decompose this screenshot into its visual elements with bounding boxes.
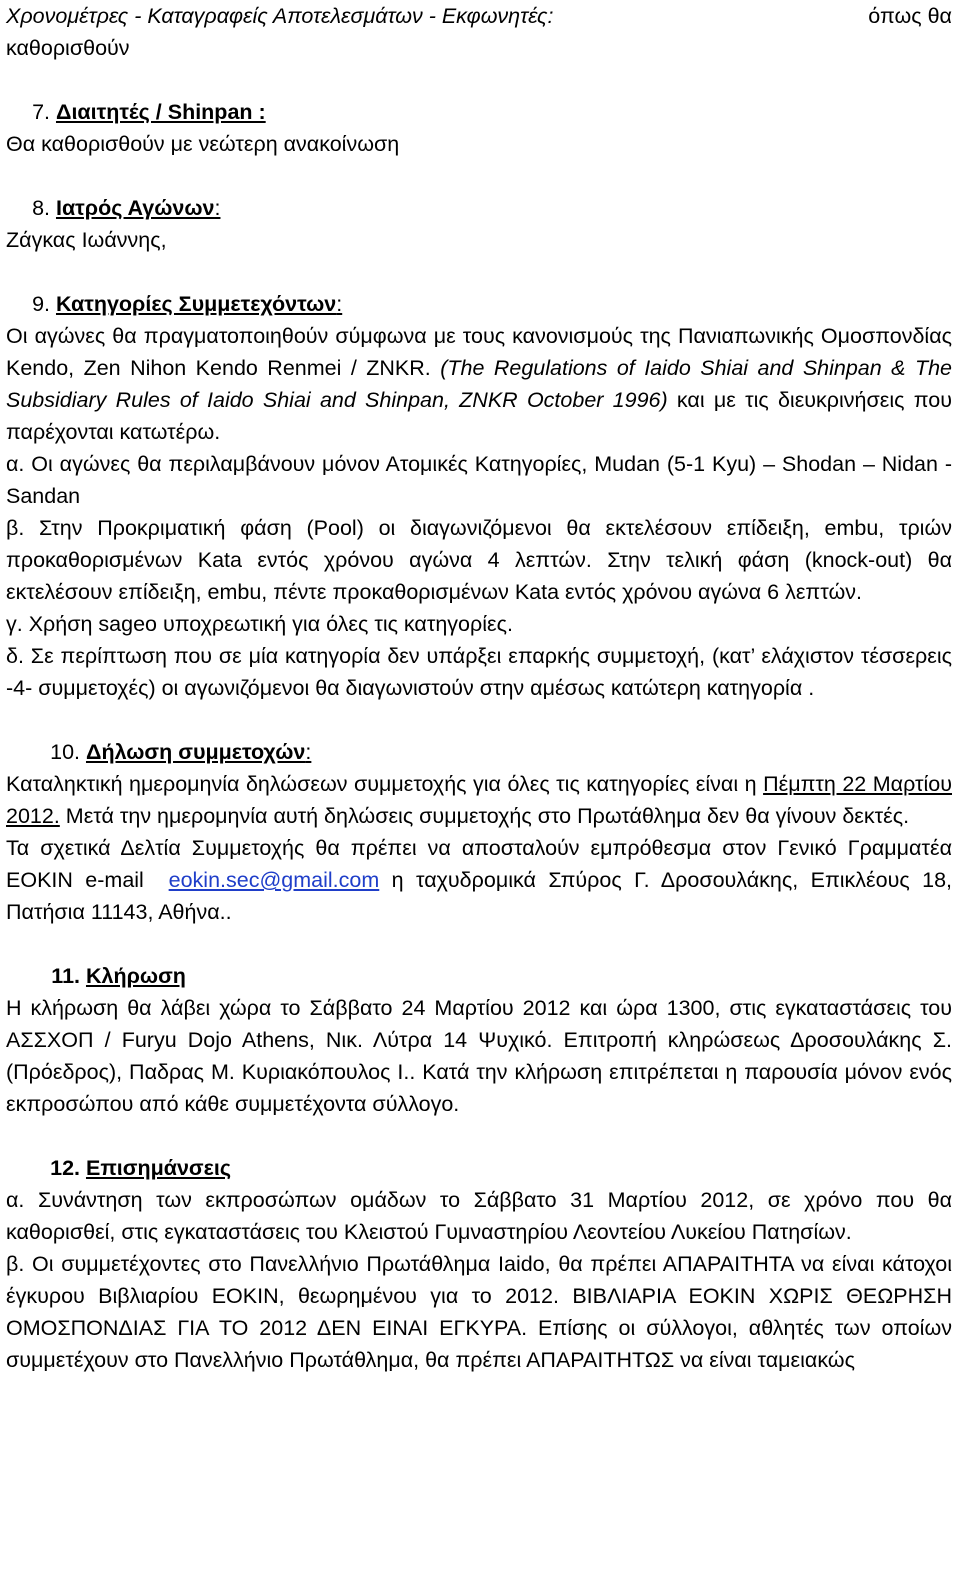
section-10-deadline-text: Καταληκτική ημερομηνία δηλώσεων συμμετοχής για όλες τις κατηγορίες είναι η <box>6 772 757 796</box>
section-8-text: Ζάγκας Ιωάννης, <box>6 228 167 252</box>
section-12-heading <box>6 1152 952 1184</box>
section-10-submission-text: Τα σχετικά Δελτία Συμμετοχής θα πρέπει να αποσταλούν εμπρόθεσμα στον Γενικό Γραμματέα ΕΟΚΙΝ e-mail <box>6 836 952 892</box>
section-9-text-a: Οι αγώνες θα πραγματοποιηθούν σύμφωνα με τους κανονισμούς της Πανιαπωνικής Ομοσπονδίας Kendo, Zen Nihon Kendo Renmei / ZNKR. <box>6 324 952 380</box>
section-8-heading <box>6 192 952 224</box>
section-10-heading <box>6 736 952 768</box>
section-11-text: Η κλήρωση θα λάβει χώρα το Σάββατο 24 Μαρτίου 2012 και ώρα 1300, στις εγκαταστάσεις του ΑΣΣΧΟΠ / Furyu Dojo Athens, Νικ. Λύτρα 14 Ψυχικό. Επιτροπή κληρώσεως Δροσουλάκης Σ. (Πρόεδρος), Παδρας Μ. Κυριακόπουλος Ι.. Κατά την κλήρωση επιτρέπεται η παρουσία μόνον ενός εκπροσώπου από κάθε συμμετέχοντα σύλλογο. <box>6 996 952 1116</box>
section-10-deadline-note: Μετά την ημερομηνία αυτή δηλώσεις συμμετοχής στο Πρωτάθλημα δεν θα γίνουν δεκτές. <box>65 804 910 828</box>
section-8-colon: : <box>214 196 221 220</box>
section-10-deadline-date: Πέμπτη 22 Μαρτίου 2012. <box>6 772 952 828</box>
section-9-text-b: και με τις διευκρινήσεις που παρέχονται κατωτέρω. <box>6 388 952 444</box>
section-11-title: Κλήρωση <box>85 964 186 988</box>
section-9-number: 9. <box>32 292 50 316</box>
section-9-colon: : <box>336 292 343 316</box>
section-10-submission <box>6 832 952 928</box>
section-11-heading <box>6 960 952 992</box>
section-9-item-c: γ. Χρήση sageo υποχρεωτική για όλες τις κατηγορίες. <box>6 612 513 636</box>
section-10-colon: : <box>305 740 312 764</box>
officials-line <box>6 0 952 32</box>
officials-value-start: όπως θα <box>868 4 952 28</box>
section-10-title: Δήλωση συμμετοχών <box>85 740 306 764</box>
section-12-item-b: β. Οι συμμετέχοντες στο Πανελλήνιο Πρωτάθλημα Iaido, θα πρέπει ΑΠΑΡΑΙΤΗΤΑ να είναι κάτοχοι έγκυρου Βιβλιαρίου ΕΟΚΙΝ, θεωρημένου για το 2012. ΒΙΒΛΙΑΡΙΑ ΕΟΚΙΝ ΧΩΡΙΣ ΘΕΩΡΗΣΗ ΟΜΟΣΠΟΝΔΙΑΣ ΓΙΑ ΤΟ 2012 ΔΕΝ ΕΙΝΑΙ ΕΓΚΥΡΑ. Επίσης οι σύλλογοι, αθλητές των οποίων συμμετέχουν στο Πανελλήνιο Πρωτάθλημα, θα πρέπει ΑΠΑΡΑΙΤΗΤΩΣ να είναι ταμειακώς <box>6 1252 952 1372</box>
section-10-deadline <box>6 768 952 832</box>
section-7-text: Θα καθορισθούν με νεώτερη ανακοίνωση <box>6 132 400 156</box>
section-12-title: Επισημάνσεις <box>85 1156 231 1180</box>
section-8-number: 8. <box>32 196 50 220</box>
officials-line-2: καθορισθούν <box>6 36 130 60</box>
section-10-number: 10. <box>50 740 80 764</box>
section-7-heading <box>6 96 952 128</box>
email-link[interactable]: eokin.sec@gmail.com <box>168 868 380 892</box>
section-7-number: 7. <box>32 100 50 124</box>
section-9-item-d: δ. Σε περίπτωση που σε μία κατηγορία δεν υπάρξει επαρκής συμμετοχή, (κατ’ ελάχιστον τέσσερεις -4- συμμετοχές) οι αγωνιζόμενοι θα διαγωνιστούν στην αμέσως κατώτερη κατηγορία . <box>6 644 952 700</box>
section-9-regulations: (The Regulations of Iaido Shiai and Shinpan & The Subsidiary Rules of Iaido Shiai and Shinpan, ZNKR October 1996) <box>6 356 952 412</box>
section-9-item-a: α. Οι αγώνες θα περιλαμβάνουν μόνον Ατομικές Κατηγορίες, Mudan (5-1 Kyu) – Shodan – Nidan - Sandan <box>6 452 952 508</box>
section-8-title: Ιατρός Αγώνων <box>55 196 215 220</box>
section-9-item-b: β. Στην Προκριματική φάση (Pool) οι διαγωνιζόμενοι θα εκτελέσουν επίδειξη, embu, τριών προκαθορισμένων Kata εντός χρόνου αγώνα 4 λεπτών. Στην τελική φάση (knock-out) θα εκτελέσουν επίδειξη, embu, πέντε προκαθορισμένων Kata εντός χρόνου αγώνα 6 λεπτών. <box>6 516 952 604</box>
section-12-number: 12. <box>50 1156 80 1180</box>
section-9-paragraph <box>6 320 952 448</box>
section-9-title: Κατηγορίες Συμμετεχόντων <box>55 292 337 316</box>
section-9-heading <box>6 288 952 320</box>
officials-label: Χρονομέτρες - Καταγραφείς Αποτελεσμάτων - Εκφωνητές: <box>6 4 554 28</box>
section-7-title: Διαιτητές / Shinpan : <box>55 100 266 124</box>
section-12-item-a: α. Συνάντηση των εκπροσώπων ομάδων το Σάββατο 31 Μαρτίου 2012, σε χρόνο που θα καθορισθεί, στις εγκαταστάσεις του Κλειστού Γυμναστηρίου Λεοντείου Λυκείου Πατησίων. <box>6 1188 952 1244</box>
section-11-number: 11. <box>51 964 80 988</box>
section-10-postal-text: η ταχυδρομικά Σπύρος Γ. Δροσουλάκης, Επικλέους 18, Πατήσια 11143, Αθήνα.. <box>6 868 952 924</box>
